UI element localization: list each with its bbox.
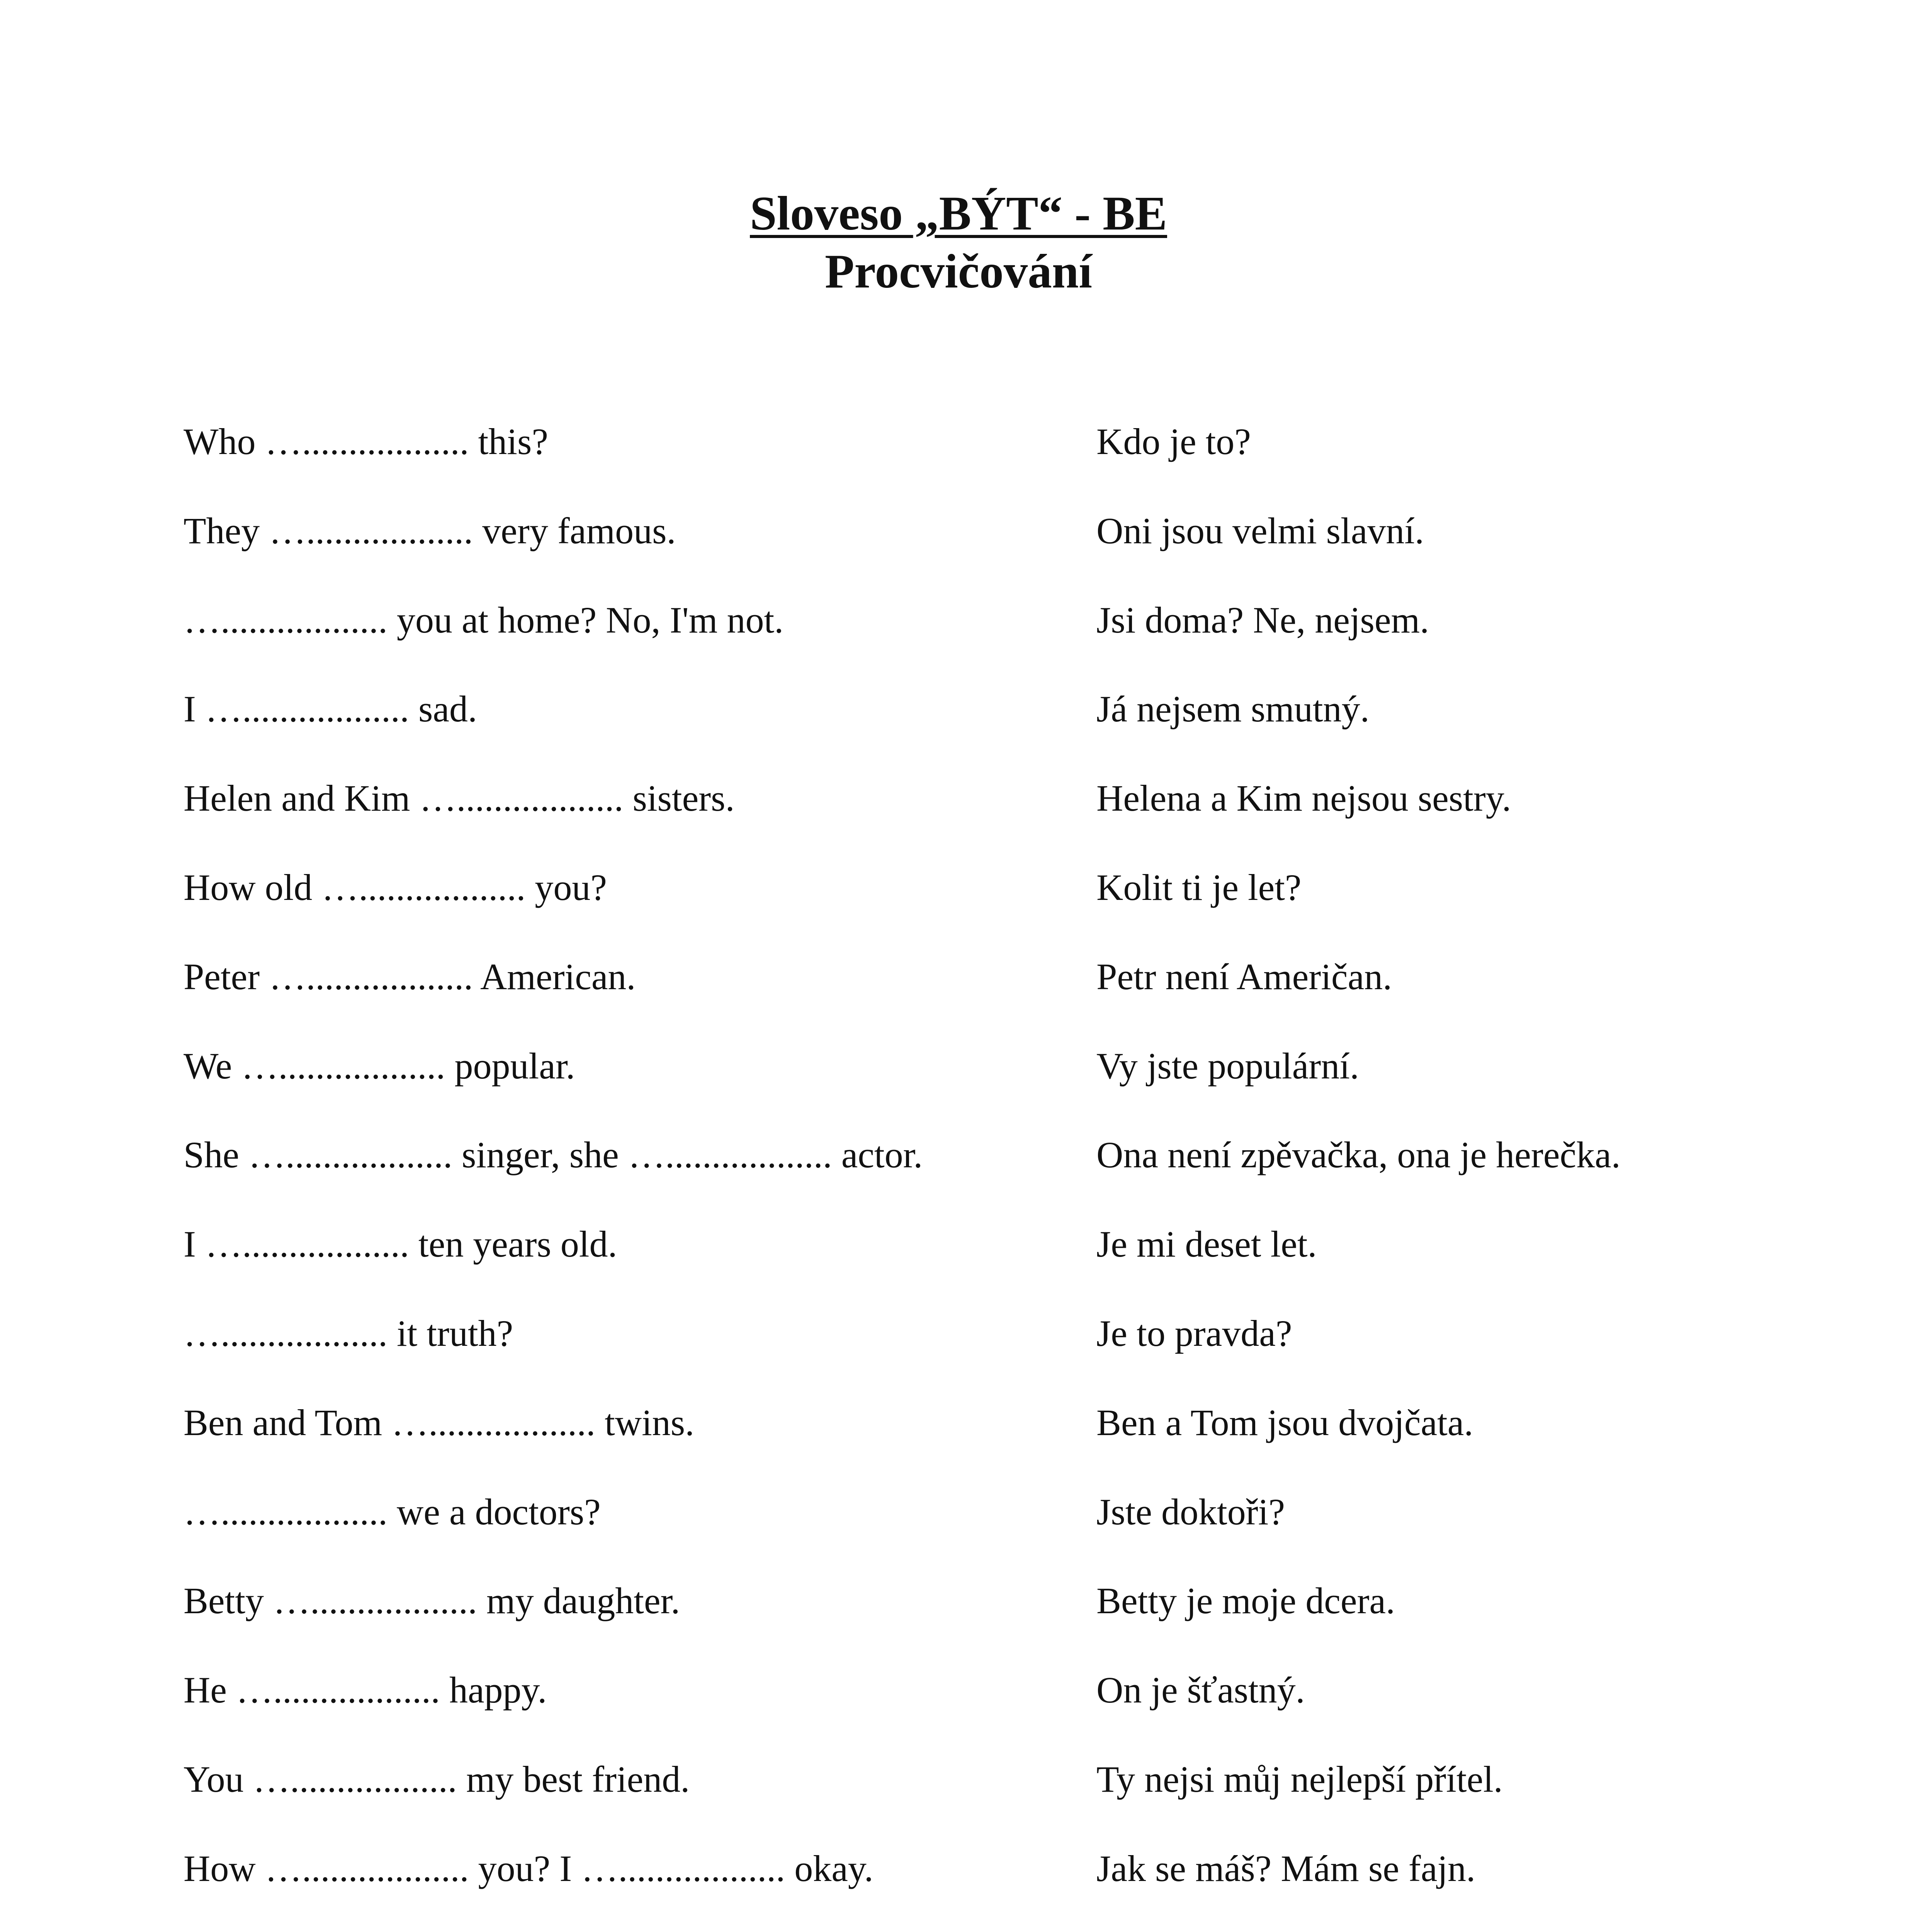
czech-translation: Oni jsou velmi slavní. [1096, 510, 1424, 551]
english-sentence: I ….................. ten years old. [184, 1223, 617, 1265]
exercise-row [0, 684, 1917, 773]
english-sentence: How old ….................. you? [184, 866, 607, 908]
exercise-row [0, 773, 1917, 862]
english-sentence: Helen and Kim ….................. sisters. [184, 777, 735, 819]
exercise-row [0, 952, 1917, 1041]
exercise-row [0, 1487, 1917, 1576]
czech-translation: Jak se máš? Mám se fajn. [1096, 1847, 1476, 1889]
worksheet-title: Sloveso „BÝT“ - BE [749, 187, 1168, 240]
exercise-row [0, 1130, 1917, 1219]
czech-translation: Kdo je to? [1096, 421, 1251, 462]
english-sentence: You ….................. my best friend. [184, 1758, 690, 1800]
exercise-row [0, 417, 1917, 506]
worksheet-subtitle: Procvičování [824, 245, 1093, 298]
english-sentence: Who ….................. this? [184, 421, 548, 462]
exercise-row [0, 1308, 1917, 1398]
english-sentence: ….................. we a doctors? [184, 1491, 601, 1532]
czech-translation: Ona není zpěvačka, ona je herečka. [1096, 1134, 1621, 1176]
czech-translation: Vy jste populární. [1096, 1045, 1359, 1087]
czech-translation: Helena a Kim nejsou sestry. [1096, 777, 1511, 819]
exercise-row [0, 595, 1917, 684]
czech-translation: Ty nejsi můj nejlepší přítel. [1096, 1758, 1503, 1800]
exercise-row [0, 1041, 1917, 1130]
czech-translation: Jste doktoři? [1096, 1491, 1285, 1532]
czech-translation: Já nejsem smutný. [1096, 688, 1370, 730]
czech-translation: Kolit ti je let? [1096, 866, 1302, 908]
exercise-row [0, 1576, 1917, 1665]
czech-translation: Petr není Američan. [1096, 956, 1392, 997]
worksheet-header [0, 185, 1917, 301]
exercise-list [0, 417, 1917, 1932]
english-sentence: ….................. it truth? [184, 1312, 513, 1354]
english-sentence: He ….................. happy. [184, 1669, 547, 1711]
czech-translation: On je šťastný. [1096, 1669, 1305, 1711]
exercise-row [0, 862, 1917, 952]
english-sentence: Peter ….................. American. [184, 956, 636, 997]
czech-translation: Jsi doma? Ne, nejsem. [1096, 599, 1429, 641]
exercise-row [0, 1754, 1917, 1844]
czech-translation: Je mi deset let. [1096, 1223, 1317, 1265]
czech-translation: Ben a Tom jsou dvojčata. [1096, 1401, 1473, 1443]
czech-translation: Je to pravda? [1096, 1312, 1292, 1354]
exercise-row [0, 1844, 1917, 1932]
english-sentence: Betty ….................. my daughter. [184, 1580, 680, 1622]
english-sentence: Ben and Tom ….................. twins. [184, 1401, 695, 1443]
exercise-row [0, 1219, 1917, 1308]
english-sentence: She ….................. singer, she ….................. actor. [184, 1134, 923, 1176]
english-sentence: They ….................. very famous. [184, 510, 676, 551]
english-sentence: I ….................. sad. [184, 688, 477, 730]
exercise-row [0, 1398, 1917, 1487]
english-sentence: We ….................. popular. [184, 1045, 575, 1087]
exercise-row [0, 506, 1917, 595]
english-sentence: How ….................. you? I ….................. okay. [184, 1847, 874, 1889]
czech-translation: Betty je moje dcera. [1096, 1580, 1395, 1622]
exercise-row [0, 1665, 1917, 1754]
english-sentence: ….................. you at home? No, I'm not. [184, 599, 784, 641]
